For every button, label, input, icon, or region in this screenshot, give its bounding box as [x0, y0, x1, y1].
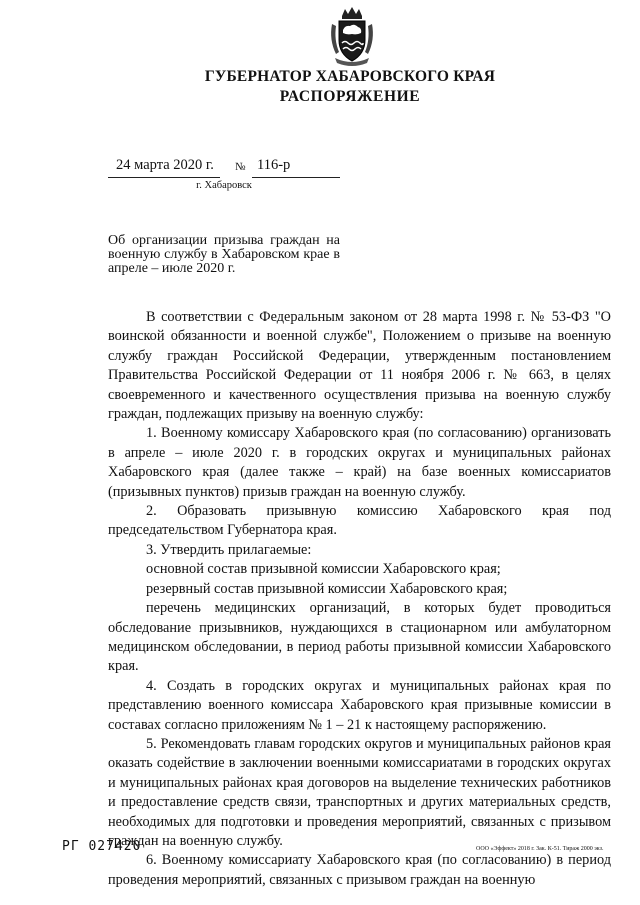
paragraph: 3. Утвердить прилагаемые: [146, 541, 312, 558]
paragraph: 5. Рекомендовать главам городских округов и муниципальных районов края оказать содействие в заключении военными комиссариатами в городских округах и муниципальных районах края договоров на выделение технических работников и предоставление средств связи, транспортных и других материальных средств, необходимых для подготовки и проведения мероприятий, связанных с призывом граждан на военную службу. [108, 735, 611, 849]
document-date: 24 марта 2020 г. [116, 157, 214, 173]
date-number-line [108, 157, 340, 181]
date-underline [108, 177, 220, 178]
paragraph: 6. Военному комиссариату Хабаровского края (по согласованию) в период проведения мероприятий, связанных с призывом граждан на военную [108, 852, 611, 888]
paragraph: перечень медицинских организаций, в которых будет проводиться обследование призывников, нуждающихся в стационарном или амбулаторном медицинском обследовании, в период работы призывной комиссии Хабаровского края. [108, 600, 611, 675]
document-type: РАСПОРЯЖЕНИЕ [279, 88, 421, 105]
paragraph: 1. Военному комиссару Хабаровского края (по согласованию) организовать в апреле – июле 2020 г. в городских округах и муниципальных районах Хабаровского края (далее также – край) на базе военных комиссариатов (призывных пунктов) призыв граждан на военную службу. [108, 425, 611, 500]
paragraph: 2. Образовать призывную комиссию Хабаровского края под председательством Губернатора края. [108, 503, 611, 539]
document-number: 116-р [257, 157, 291, 173]
paragraph: основной состав призывной комиссии Хабаровского края; [146, 561, 501, 578]
city-label: г. Хабаровск [196, 180, 252, 191]
document-body [108, 308, 611, 890]
print-info: ООО «Эффект» 2018 г. Зак. К-51. Тираж 2000 экз. [476, 846, 604, 852]
paragraph: 4. Создать в городских округах и муниципальных районах края по представлению военного комиссара Хабаровского края призывные комиссии в составах согласно приложениям № 1 – 21 к настоящему распоряжению. [108, 677, 611, 733]
document-subject: Об организации призыва граждан на военную службу в Хабаровском крае в апреле – июле 2020 г. [108, 233, 340, 276]
paragraph: В соответствии с Федеральным законом от 28 марта 1998 г. № 53-ФЗ "О воинской обязанности и военной службе", Положением о призыве на военную службу граждан Российской Федерации, утвержденным постановлением Правительства Российской Федерации от 11 ноября 2006 г. № 663, в целях своевременного и качественного осуществления призыва на военную службу граждан, подлежащих призыву на военную службу: [108, 309, 611, 423]
org-title: ГУБЕРНАТОР ХАБАРОВСКОГО КРАЯ [204, 68, 496, 85]
number-underline [252, 177, 340, 178]
coat-of-arms-icon [327, 6, 377, 66]
number-sign: № [235, 161, 246, 173]
paragraph: резервный состав призывной комиссии Хабаровского края; [146, 580, 508, 597]
form-serial-number: РГ 027420 [62, 839, 142, 854]
